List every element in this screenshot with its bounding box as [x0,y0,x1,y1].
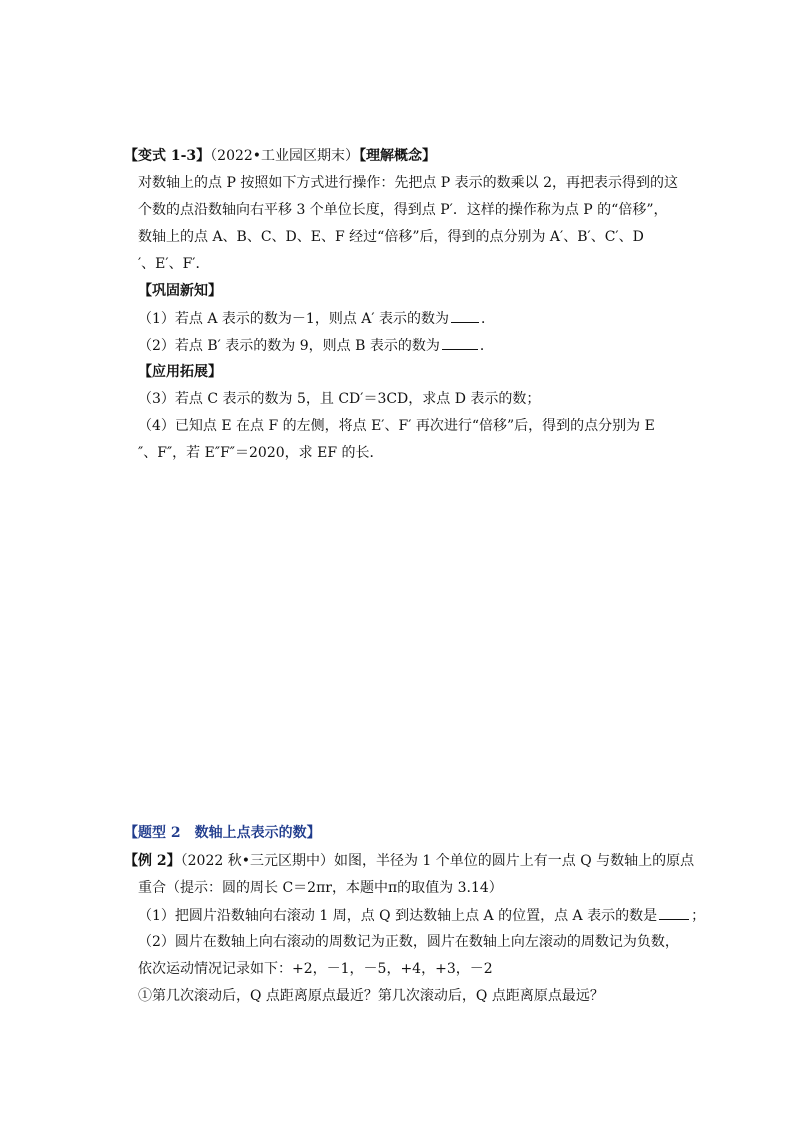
example-tag: 【例 2】 [124,853,181,869]
question-1-text: （1）若点 A 表示的数为－1，则点 A′ 表示的数为 [138,311,450,327]
example-text-1: （2022 秋•三元区期中）如图，半径为 1 个单位的圆片上有一点 Q 与数轴上的原点 [180,853,695,869]
answer-blank-3[interactable] [659,905,689,920]
intro-line-1: 对数轴上的点 P 按照如下方式进行操作：先把点 P 表示的数乘以 2，再把表示得到的这 [138,175,678,191]
answer-blank-1[interactable] [451,308,479,323]
intro-line-4: ′、E′、F′． [138,256,210,272]
exercise-category: 【理解概念】 [359,148,437,164]
example-question-1-text: （1）把圆片沿数轴向右滚动 1 周，点 Q 到达数轴上点 A 的位置，点 A 表示的数是 [138,908,658,924]
question-3: （3）若点 C 表示的数为 5，且 CD′＝3CD，求点 D 表示的数； [138,391,541,407]
heading-apply: 【应用拓展】 [138,364,222,380]
question-1 [138,308,495,329]
example-line-2: 重合（提示：圆的周长 C＝2πr，本题中π的取值为 3.14） [138,880,503,896]
heading-consolidate: 【巩固新知】 [138,283,222,299]
intro-line-3: 数轴上的点 A、B、C、D、E、F 经过“倍移”后，得到的点分别为 A′、B′、C′、D [138,229,644,245]
exercise-source: （2022•工业园区期末） [210,148,360,164]
question-4-line-1: （4）已知点 E 在点 F 的左侧，将点 E′、F′ 再次进行“倍移”后，得到的点分别为 E [138,418,655,434]
example-question-2-line-2: 依次运动情况记录如下：+2，－1，－5，+4，+3，－2 [138,961,493,977]
example-line-1 [124,851,694,871]
section-2-heading: 【题型 2 数轴上点表示的数】 [124,825,321,841]
question-2-text: （2）若点 B′ 表示的数为 9，则点 B 表示的数为 [138,338,440,354]
intro-line-2: 个数的点沿数轴向右平移 3 个单位长度，得到点 P′．这样的操作称为点 P 的“倍移”， [138,202,668,218]
example-question-2-line-1: （2）圆片在数轴上向右滚动的周数记为正数，圆片在数轴上向左滚动的周数记为负数， [138,934,679,950]
question-4-line-2: ″、F″，若 E″F″＝2020，求 EF 的长． [138,445,384,461]
question-2-period: ． [479,338,494,354]
example-question-1-end: ； [691,908,706,924]
question-1-period: ． [481,311,496,327]
exercise-header [124,146,436,166]
exercise-tag: 【变式 1-3】 [124,148,211,164]
question-2 [138,335,494,356]
example-subquestion-1: ①第几次滚动后，Q 点距离原点最近？第几次滚动后，Q 点距离原点最远？ [138,988,604,1004]
answer-blank-2[interactable] [442,335,478,350]
example-question-1 [138,905,705,926]
